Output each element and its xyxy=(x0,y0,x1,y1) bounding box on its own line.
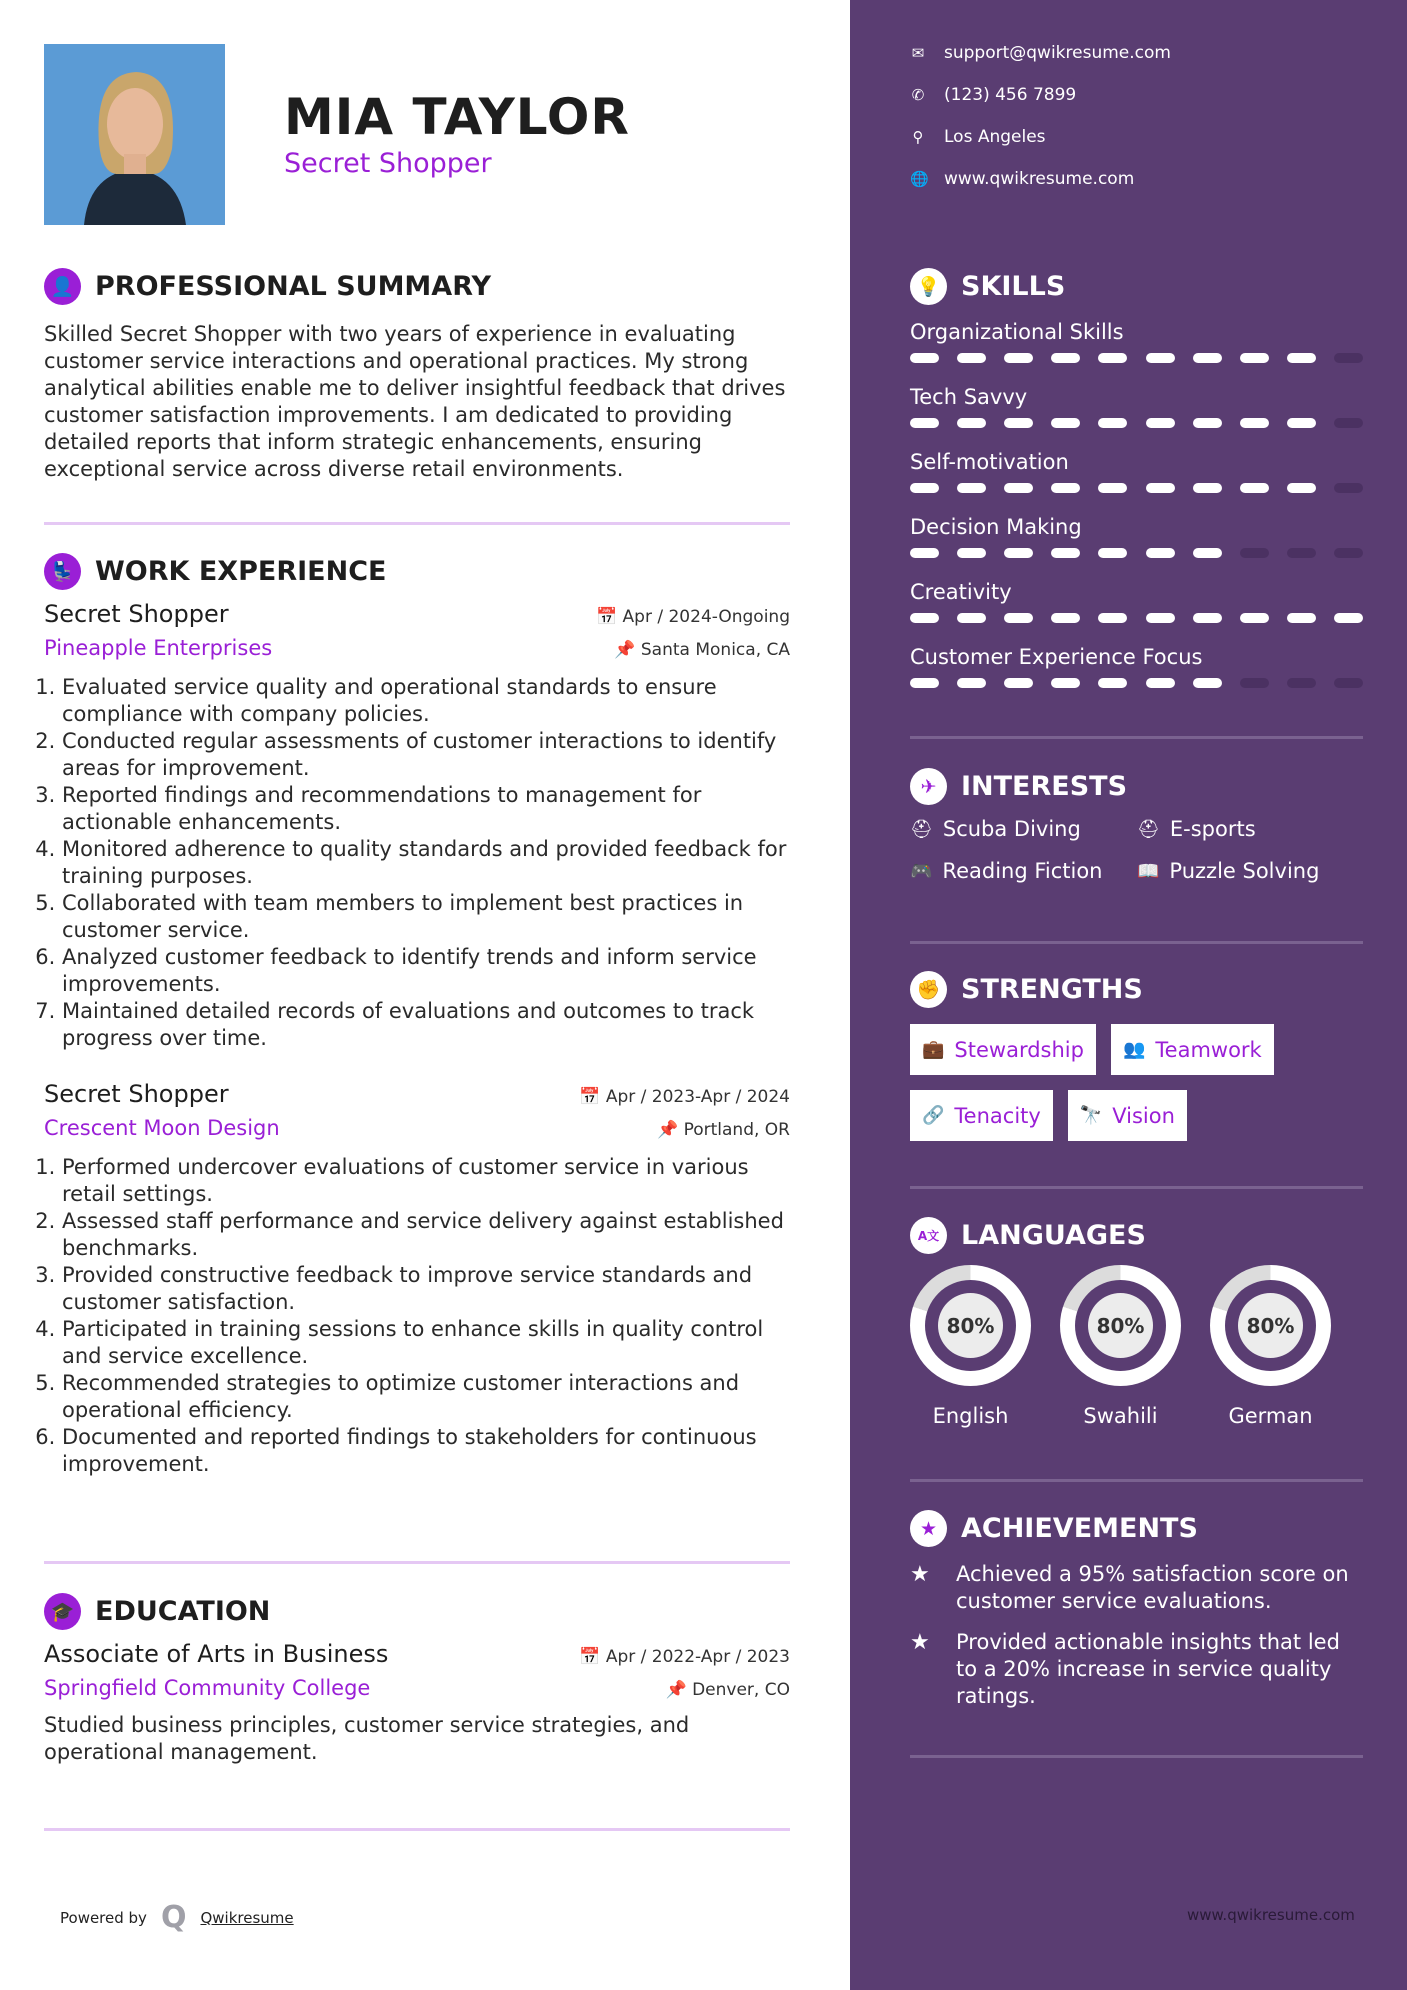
skill-dash-filled xyxy=(957,613,986,623)
language-item xyxy=(1060,1265,1181,1428)
book-icon: 📖 xyxy=(1137,860,1160,882)
divider xyxy=(910,1186,1363,1189)
job-bullet: 7. Maintained detailed records of evaluations and outcomes to track progress over time. xyxy=(62,998,790,1052)
job-location: Portland, OR xyxy=(683,1120,790,1140)
language-donut xyxy=(1210,1265,1331,1386)
summary-heading: PROFESSIONAL SUMMARY xyxy=(95,271,492,302)
skill-dash-filled xyxy=(1051,548,1080,558)
graduate-icon: 🎓 xyxy=(44,1593,81,1630)
interest-text: Reading Fiction xyxy=(942,859,1103,883)
candidate-name: MIA TAYLOR xyxy=(284,88,630,146)
profile-photo xyxy=(44,44,225,225)
phone-icon: ✆ xyxy=(911,86,925,104)
language-name: Swahili xyxy=(1083,1404,1158,1428)
skill-dash-empty xyxy=(1240,548,1269,558)
skill-dash-filled xyxy=(910,548,939,558)
pin-icon: 📌 xyxy=(665,1680,693,1700)
footer-powered xyxy=(60,1900,294,1935)
skill-dash-filled xyxy=(1051,483,1080,493)
binoculars-icon: 🔭 xyxy=(1079,1105,1103,1126)
interest-text: E-sports xyxy=(1169,817,1256,841)
skill-dash-filled xyxy=(1098,418,1127,428)
skill-dash-filled xyxy=(1287,353,1316,363)
job-bullet: 1. Performed undercover evaluations of customer service in various retail settings. xyxy=(62,1154,790,1208)
education-location: Denver, CO xyxy=(692,1680,790,1700)
job-company: Pineapple Enterprises xyxy=(44,636,273,660)
job-date: Apr / 2024-Ongoing xyxy=(622,607,790,627)
job-bullet: 5. Collaborated with team members to implement best practices in customer service. xyxy=(62,890,790,944)
skill-dash-filled xyxy=(1051,353,1080,363)
strength-text: Vision xyxy=(1112,1103,1175,1128)
pin-icon: 📌 xyxy=(614,640,641,660)
job-bullet: 2. Assessed staff performance and service delivery against established benchmarks. xyxy=(62,1208,790,1262)
job-company: Crescent Moon Design xyxy=(44,1116,280,1140)
skill-dash-filled xyxy=(1193,353,1222,363)
summary-text: Skilled Secret Shopper with two years of experience in evaluating customer service interactions and operational practices. My strong analytical abilities enable me to deliver insightful feedback that drives customer satisfaction improvements. I am dedicated to providing detailed reports that inform strategic enhancements, ensuring exceptional service across diverse retail environments. xyxy=(44,322,786,481)
skill-dash-filled xyxy=(1004,353,1033,363)
skill-dash-filled xyxy=(1193,548,1222,558)
skill-name: Organizational Skills xyxy=(910,320,1124,344)
skill-dash-filled xyxy=(1146,613,1175,623)
candidate-title: Secret Shopper xyxy=(284,148,492,179)
job-bullets xyxy=(44,674,790,1052)
footer-url[interactable]: www.qwikresume.com xyxy=(1187,1906,1355,1924)
skill-dash-filled xyxy=(1287,418,1316,428)
summary-section xyxy=(44,268,790,483)
job-bullet: 3. Reported findings and recommendations to management for actionable enhancements. xyxy=(62,782,790,836)
interest-item xyxy=(1137,817,1364,841)
star-icon: ★ xyxy=(910,1630,930,1655)
skill-dash-empty xyxy=(1240,678,1269,688)
strength-badge xyxy=(910,1090,1053,1141)
skill-dash-filled xyxy=(910,483,939,493)
contact-text: Los Angeles xyxy=(944,127,1046,147)
calendar-icon: 📅 xyxy=(595,607,623,627)
education-degree: Associate of Arts in Business xyxy=(44,1640,389,1668)
job-bullet: 3. Provided constructive feedback to improve service standards and customer satisfaction. xyxy=(62,1262,790,1316)
skill-dash-filled xyxy=(1240,483,1269,493)
qwikresume-logo-icon: Q xyxy=(160,1900,187,1935)
skill-dash-filled xyxy=(1004,678,1033,688)
strength-text: Teamwork xyxy=(1155,1037,1262,1062)
skill-dash-filled xyxy=(1240,353,1269,363)
skill-dash-filled xyxy=(1146,353,1175,363)
envelope-icon: ✉ xyxy=(911,44,925,62)
skill-dash-filled xyxy=(957,418,986,428)
skill-dash-filled xyxy=(1334,613,1363,623)
languages-heading: LANGUAGES xyxy=(961,1220,1146,1251)
skill-dash-filled xyxy=(1004,548,1033,558)
skill-dash-filled xyxy=(1098,353,1127,363)
contact-text: (123) 456 7899 xyxy=(944,85,1077,105)
interest-item xyxy=(910,817,1137,841)
strength-text: Stewardship xyxy=(954,1037,1084,1062)
skill-dash-filled xyxy=(1193,418,1222,428)
language-donut xyxy=(1060,1265,1181,1386)
skill-dash-filled xyxy=(1240,613,1269,623)
skill-dash-filled xyxy=(1193,678,1222,688)
map-marker-icon: ⚲ xyxy=(912,128,924,146)
skill-level-bar xyxy=(910,613,1363,642)
job-entry xyxy=(44,1080,790,1478)
lightbulb-icon: 💡 xyxy=(910,268,947,305)
language-name: English xyxy=(932,1404,1009,1428)
skill-dash-filled xyxy=(957,548,986,558)
skill-dash-empty xyxy=(1334,353,1363,363)
skill-dash-filled xyxy=(1193,613,1222,623)
globe-icon: 🌐 xyxy=(910,170,929,188)
skill-dash-filled xyxy=(1146,678,1175,688)
work-heading: WORK EXPERIENCE xyxy=(95,556,387,587)
skill-dash-filled xyxy=(957,483,986,493)
contact-item[interactable] xyxy=(910,32,1171,74)
skill-dash-filled xyxy=(1240,418,1269,428)
briefcase-icon: 💼 xyxy=(922,1039,945,1060)
interests-section xyxy=(910,768,1363,883)
link-icon: 🔗 xyxy=(922,1105,945,1126)
skill-dash-empty xyxy=(1334,678,1363,688)
skill-name: Customer Experience Focus xyxy=(910,645,1203,669)
skill-dash-filled xyxy=(1051,418,1080,428)
skill-name: Creativity xyxy=(910,580,1012,604)
skill-dash-empty xyxy=(1334,548,1363,558)
contact-text: support@qwikresume.com xyxy=(944,43,1171,63)
job-title: Secret Shopper xyxy=(44,1080,229,1108)
strength-text: Tenacity xyxy=(954,1103,1041,1128)
education-section xyxy=(44,1593,790,1766)
job-bullet: 4. Monitored adherence to quality standards and provided feedback for training purposes. xyxy=(62,836,790,890)
skill-dash-filled xyxy=(1098,548,1127,558)
gamepad-icon: 🎮 xyxy=(910,860,933,882)
star-icon: ★ xyxy=(910,1562,930,1587)
fist-icon: ✊ xyxy=(910,971,947,1008)
skill-name: Tech Savvy xyxy=(910,385,1028,409)
users-icon: 👥 xyxy=(1122,1039,1146,1060)
divider xyxy=(910,1479,1363,1482)
education-heading: EDUCATION xyxy=(95,1596,271,1627)
divider xyxy=(44,522,790,525)
work-section xyxy=(44,553,790,1478)
education-school: Springfield Community College xyxy=(44,1676,371,1700)
skill-dash-filled xyxy=(910,678,939,688)
interest-text: Scuba Diving xyxy=(942,817,1081,841)
achievement-text: Provided actionable insights that led to a 20% increase in service quality ratings. xyxy=(956,1630,1340,1708)
interest-text: Puzzle Solving xyxy=(1169,859,1320,883)
strengths-heading: STRENGTHS xyxy=(961,974,1143,1005)
interest-item xyxy=(1137,859,1364,883)
translate-icon: A文 xyxy=(910,1217,947,1254)
strength-badge xyxy=(910,1024,1096,1075)
skill-dash-filled xyxy=(1004,613,1033,623)
skill-dash-filled xyxy=(1098,483,1127,493)
job-location: Santa Monica, CA xyxy=(640,640,790,660)
skill-dash-empty xyxy=(1287,548,1316,558)
job-bullet: 6. Documented and reported findings to stakeholders for continuous improvement. xyxy=(62,1424,790,1478)
skill-dash-filled xyxy=(1051,678,1080,688)
strength-badge xyxy=(1068,1090,1187,1141)
contact-item[interactable] xyxy=(910,74,1171,116)
achievement-item xyxy=(910,1561,1363,1615)
job-entry xyxy=(44,600,790,1052)
chair-icon: 💺 xyxy=(44,553,81,590)
skill-dash-empty xyxy=(1334,418,1363,428)
skill-name: Decision Making xyxy=(910,515,1082,539)
language-donut xyxy=(910,1265,1031,1386)
skill-dash-filled xyxy=(910,613,939,623)
pin-icon: 📌 xyxy=(657,1120,684,1140)
job-bullet: 4. Participated in training sessions to enhance skills in quality control and service excellence. xyxy=(62,1316,790,1370)
skill-dash-filled xyxy=(910,418,939,428)
skill-level-bar xyxy=(910,678,1363,707)
skill-level-bar xyxy=(910,483,1363,512)
strength-badge xyxy=(1111,1024,1274,1075)
job-bullets xyxy=(44,1154,790,1478)
paper-plane-icon: ✈ xyxy=(910,768,947,805)
contact-text: www.qwikresume.com xyxy=(944,169,1135,189)
language-name: German xyxy=(1228,1404,1313,1428)
job-bullet: 1. Evaluated service quality and operational standards to ensure compliance with company policies. xyxy=(62,674,790,728)
contact-list xyxy=(910,32,1171,200)
skill-dash-filled xyxy=(957,678,986,688)
language-item xyxy=(910,1265,1031,1428)
contact-item[interactable] xyxy=(910,158,1171,200)
education-date: Apr / 2022-Apr / 2023 xyxy=(605,1647,790,1667)
skill-dash-filled xyxy=(1051,613,1080,623)
divider xyxy=(910,1755,1363,1758)
skill-dash-filled xyxy=(957,353,986,363)
skill-dash-filled xyxy=(910,353,939,363)
interests-heading: INTERESTS xyxy=(961,771,1128,802)
skill-dash-filled xyxy=(1146,483,1175,493)
skill-level-bar xyxy=(910,548,1363,577)
skills-section xyxy=(910,268,1363,707)
skill-dash-filled xyxy=(1098,613,1127,623)
divider xyxy=(910,941,1363,944)
languages-section xyxy=(910,1217,1363,1428)
calendar-icon: 📅 xyxy=(579,1647,606,1667)
skill-dash-filled xyxy=(1146,418,1175,428)
divider xyxy=(44,1828,790,1831)
contact-item[interactable] xyxy=(910,116,1171,158)
divider xyxy=(44,1561,790,1564)
skill-level-bar xyxy=(910,353,1363,382)
skill-name: Self-motivation xyxy=(910,450,1069,474)
education-text: Studied business principles, customer service strategies, and operational management. xyxy=(44,1713,690,1764)
job-bullet: 5. Recommended strategies to optimize customer interactions and operational efficiency. xyxy=(62,1370,790,1424)
skill-level-bar xyxy=(910,418,1363,447)
achievements-heading: ACHIEVEMENTS xyxy=(961,1513,1198,1544)
divider xyxy=(910,736,1363,739)
achievements-section xyxy=(910,1510,1363,1724)
skill-dash-empty xyxy=(1334,483,1363,493)
language-item xyxy=(1210,1265,1331,1428)
job-bullet: 6. Analyzed customer feedback to identify trends and inform service improvements. xyxy=(62,944,790,998)
skill-dash-filled xyxy=(1004,483,1033,493)
skill-dash-filled xyxy=(1098,678,1127,688)
skill-dash-empty xyxy=(1287,678,1316,688)
star-badge-icon: ★ xyxy=(910,1510,947,1547)
achievement-item xyxy=(910,1629,1363,1710)
job-title: Secret Shopper xyxy=(44,600,229,628)
qwikresume-link[interactable]: Qwikresume xyxy=(200,1908,294,1927)
user-icon: 👤 xyxy=(44,268,81,305)
skill-dash-filled xyxy=(1193,483,1222,493)
skills-heading: SKILLS xyxy=(961,271,1066,302)
interest-item xyxy=(910,859,1137,883)
skill-dash-filled xyxy=(1287,613,1316,623)
skill-dash-filled xyxy=(1287,483,1316,493)
skill-dash-filled xyxy=(1146,548,1175,558)
skill-dash-filled xyxy=(1004,418,1033,428)
life-ring-icon: ⛑ xyxy=(1137,818,1160,840)
language-percent: 80% xyxy=(938,1293,1003,1358)
calendar-icon: 📅 xyxy=(579,1087,606,1107)
language-percent: 80% xyxy=(1238,1293,1303,1358)
language-percent: 80% xyxy=(1088,1293,1153,1358)
life-ring-icon: ⛑ xyxy=(910,818,933,840)
job-bullet: 2. Conducted regular assessments of customer interactions to identify areas for improvement. xyxy=(62,728,790,782)
powered-by-label: Powered by xyxy=(60,1908,147,1927)
achievement-text: Achieved a 95% satisfaction score on customer service evaluations. xyxy=(956,1562,1349,1613)
strengths-section xyxy=(910,971,1363,1141)
job-date: Apr / 2023-Apr / 2024 xyxy=(605,1087,790,1107)
